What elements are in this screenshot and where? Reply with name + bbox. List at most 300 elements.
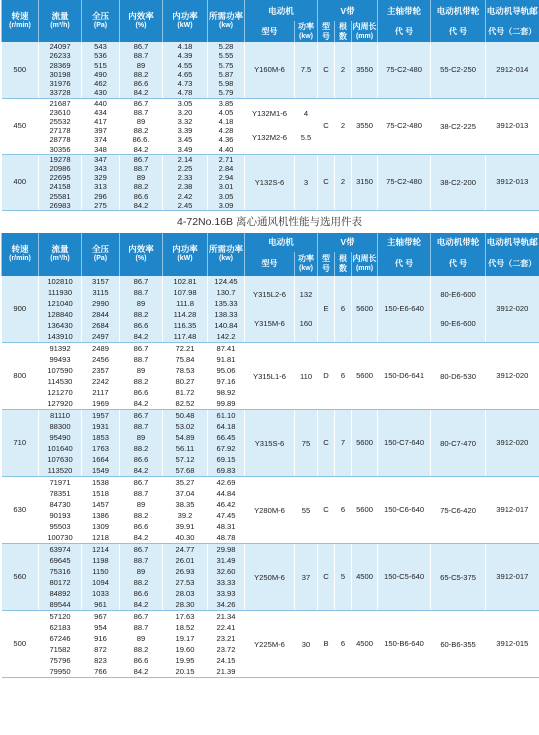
col-pressure: 全压 (Pa) — [82, 233, 120, 276]
spindle-pulley-cell: 150-C7-640 — [378, 410, 431, 477]
inner-power-cell-value: 4.78 — [177, 88, 193, 98]
req-power-cell-value: 5.55 — [218, 51, 234, 61]
pressure-cell-value: 515 — [94, 60, 107, 70]
pressure-cell — [82, 154, 120, 210]
req-power-cell-value: 48.31 — [216, 522, 236, 532]
col-req-power: 所需功率 (kw) — [208, 233, 245, 276]
col-inner-power: 内功率 (kW) — [163, 0, 208, 42]
inner-power-cell-value: 3.05 — [177, 98, 193, 108]
col-belt-type: 型号 — [318, 21, 335, 42]
pressure-cell-value: 275 — [94, 200, 107, 210]
belt-length-cell: 5600 — [352, 276, 378, 343]
inner-power-cell-value: 20.15 — [175, 667, 195, 677]
inner-eff-cell-value: 88.7 — [133, 623, 149, 633]
motor-pulley-cell — [431, 154, 486, 210]
pressure-cell-value: 434 — [94, 107, 107, 117]
flow-cell-value: 20986 — [49, 163, 71, 173]
spindle-pulley-cell: 150-B6-640 — [378, 611, 431, 678]
pressure-cell-value: 1033 — [92, 589, 109, 599]
req-power-cell-value: 67.92 — [216, 444, 236, 454]
flow-cell-value: 22695 — [49, 173, 71, 183]
inner-eff-cell-value: 86.7 — [133, 98, 149, 108]
inner-power-cell-value: 4.73 — [177, 78, 193, 88]
req-power-cell-value: 24.15 — [216, 656, 236, 666]
pressure-cell-value: 2844 — [92, 310, 109, 320]
pressure-cell-value: 1969 — [92, 399, 109, 409]
req-power-cell-value: 5.87 — [218, 69, 234, 79]
inner-power-cell-value: 3.39 — [177, 126, 193, 136]
motor-power-cell-value: 7.5 — [300, 65, 312, 75]
req-power-cell — [208, 611, 245, 678]
speed-group-row — [2, 276, 539, 343]
inner-power-cell-value: 40.30 — [175, 533, 195, 543]
pressure-cell-value: 2357 — [92, 366, 109, 376]
pressure-cell-value: 348 — [94, 144, 107, 154]
belt-type-cell: C — [318, 410, 335, 477]
inner-power-cell-value: 17.63 — [175, 612, 195, 622]
inner-eff-cell-value: 89 — [136, 567, 146, 577]
inner-power-cell-value: 2.14 — [177, 154, 193, 164]
pressure-cell — [82, 276, 120, 343]
req-power-cell — [208, 343, 245, 410]
pressure-cell-value: 2117 — [92, 388, 109, 398]
flow-cell-value: 102810 — [47, 277, 73, 287]
motor-power-cell-value: 3 — [303, 177, 309, 187]
pressure-cell-value: 766 — [94, 667, 107, 677]
flow-cell-value: 114530 — [47, 377, 73, 387]
inner-power-cell-value: 102.81 — [173, 277, 197, 287]
req-power-cell-value: 66.45 — [216, 433, 236, 443]
pressure-cell-value: 296 — [94, 191, 107, 201]
motor-model-cell-value: Y315L1-6 — [253, 371, 286, 381]
inner-eff-cell-value: 86.7 — [133, 612, 149, 622]
inner-eff-cell-value: 88.2 — [133, 182, 149, 192]
motor-power-cell — [295, 611, 318, 678]
col-belt-len: 内周长 (mm) — [352, 21, 378, 42]
flow-cell-value: 71582 — [49, 645, 71, 655]
spindle-pulley-cell: 150-E6-640 — [378, 276, 431, 343]
pressure-cell-value: 823 — [94, 656, 107, 666]
req-power-cell-value: 135.33 — [214, 299, 238, 309]
inner-power-cell-value: 57.68 — [175, 466, 195, 476]
pressure-cell-value: 1957 — [92, 411, 109, 421]
req-power-cell-value: 3.85 — [218, 98, 234, 108]
flow-cell-value: 143910 — [47, 332, 73, 342]
inner-eff-cell-value: 86.6 — [133, 522, 149, 532]
inner-power-cell-value: 26.01 — [175, 556, 195, 566]
rail-code-cell: 3912-020 — [486, 410, 539, 477]
flow-cell-value: 27178 — [49, 126, 71, 136]
pressure-cell-value: 1549 — [92, 466, 109, 476]
flow-cell — [39, 98, 82, 154]
inner-eff-cell — [120, 544, 163, 611]
inner-power-cell-value: 4.65 — [177, 69, 193, 79]
motor-pulley-value: 55-C2-250 — [440, 65, 476, 75]
pressure-cell-value: 1150 — [92, 567, 109, 577]
req-power-cell — [208, 410, 245, 477]
col-pressure: 全压 (Pa) — [82, 0, 120, 42]
belt-type-cell: C — [318, 544, 335, 611]
motor-power-cell-value: 160 — [299, 319, 313, 329]
motor-model-cell-value: Y132S-6 — [254, 177, 285, 187]
flow-cell-value: 99493 — [49, 355, 71, 365]
pressure-cell — [82, 544, 120, 611]
inner-power-cell-value: 2.42 — [177, 191, 193, 201]
rail-code-cell: 3912-020 — [486, 343, 539, 410]
motor-model-cell-value: Y280M-6 — [254, 505, 285, 515]
motor-power-cell — [295, 98, 318, 154]
flow-cell-value: 100730 — [47, 533, 73, 543]
inner-eff-cell-value: 88.7 — [133, 163, 149, 173]
flow-cell-value: 84892 — [49, 589, 71, 599]
col-spindle-code: 代 号 — [378, 252, 431, 276]
req-power-cell-value: 5.98 — [218, 78, 234, 88]
inner-eff-cell-value: 88.2 — [133, 578, 149, 588]
rail-code-cell: 3912-020 — [486, 276, 539, 343]
req-power-cell-value: 5.79 — [218, 88, 234, 98]
req-power-cell-value: 124.45 — [214, 277, 238, 287]
flow-cell-value: 80172 — [49, 578, 71, 588]
rail-code-cell: 3912-013 — [486, 154, 539, 210]
col-speed: 转速 (r/min) — [2, 233, 39, 276]
flow-cell — [39, 343, 82, 410]
flow-cell-value: 71971 — [49, 478, 71, 488]
inner-eff-cell-value: 88.7 — [133, 288, 149, 298]
flow-cell-value: 75796 — [49, 656, 71, 666]
req-power-cell-value: 3.09 — [218, 200, 234, 210]
pressure-cell-value: 347 — [94, 154, 107, 164]
pressure-cell-value: 2489 — [92, 344, 109, 354]
speed-group-row — [2, 544, 539, 611]
belt-type-cell: E — [318, 276, 335, 343]
inner-power-cell-value: 3.45 — [177, 135, 193, 145]
inner-eff-cell-value: 88.2 — [133, 511, 149, 521]
req-power-cell-value: 4.36 — [218, 135, 234, 145]
col-motor: 电动机 — [245, 0, 318, 21]
inner-power-cell-value: 39.91 — [175, 522, 195, 532]
inner-eff-cell-value: 86.6 — [133, 455, 149, 465]
motor-model-cell — [245, 611, 295, 678]
inner-power-cell — [163, 276, 208, 343]
inner-power-cell-value: 35.27 — [175, 478, 195, 488]
col-motor-power: 功率 (kw) — [295, 21, 318, 42]
req-power-cell — [208, 98, 245, 154]
motor-model-cell-value: Y132M1-6 — [251, 109, 288, 119]
inner-eff-cell-value: 86.6 — [133, 78, 149, 88]
inner-eff-cell-value: 89 — [136, 173, 146, 183]
belt-count-cell: 2 — [335, 42, 352, 98]
inner-power-cell-value: 28.03 — [175, 589, 195, 599]
inner-power-cell-value: 114.28 — [173, 310, 197, 320]
pressure-cell — [82, 477, 120, 544]
belt-count-cell: 7 — [335, 410, 352, 477]
inner-power-cell-value: 4.18 — [177, 42, 193, 52]
inner-eff-cell-value: 86.6 — [133, 589, 149, 599]
flow-cell-value: 69645 — [49, 556, 71, 566]
flow-cell-value: 78351 — [49, 489, 71, 499]
inner-power-cell-value: 3.32 — [177, 116, 193, 126]
rail-code-cell: 3912-015 — [486, 611, 539, 678]
inner-eff-cell-value: 88.2 — [133, 377, 149, 387]
col-rail-code: 代号（二套） — [486, 21, 539, 42]
belt-count-cell: 6 — [335, 276, 352, 343]
belt-type-cell: B — [318, 611, 335, 678]
inner-eff-cell-value: 84.2 — [133, 399, 149, 409]
motor-power-cell-value: 37 — [301, 572, 311, 582]
inner-power-cell-value: 82.52 — [175, 399, 195, 409]
motor-power-cell — [295, 276, 318, 343]
inner-eff-cell-value: 88.7 — [133, 422, 149, 432]
req-power-cell — [208, 154, 245, 210]
col-motor-model: 型号 — [245, 252, 295, 276]
speed-group-row — [2, 410, 539, 477]
inner-power-cell-value: 56.11 — [175, 444, 195, 454]
flow-cell-value: 26233 — [49, 51, 71, 61]
req-power-cell-value: 23.72 — [216, 645, 236, 655]
inner-eff-cell-value: 89 — [136, 116, 146, 126]
inner-power-cell-value: 2.38 — [177, 182, 193, 192]
inner-eff-cell-value: 84.2 — [133, 88, 149, 98]
fan-table-upper — [1, 0, 539, 211]
pressure-cell-value: 536 — [94, 51, 107, 61]
motor-model-cell — [245, 98, 295, 154]
col-spindle-code: 代 号 — [378, 21, 431, 42]
rail-code-cell: 3912-017 — [486, 477, 539, 544]
flow-cell — [39, 410, 82, 477]
req-power-cell-value: 61.10 — [216, 411, 236, 421]
flow-cell-value: 21687 — [49, 98, 71, 108]
flow-cell-value: 28369 — [49, 60, 71, 70]
pressure-cell-value: 329 — [94, 173, 107, 183]
req-power-cell-value: 21.34 — [216, 612, 236, 622]
inner-power-cell-value: 111.8 — [176, 299, 194, 309]
pressure-cell-value: 3157 — [92, 277, 109, 287]
flow-cell-value: 75316 — [49, 567, 71, 577]
belt-length-cell: 5600 — [352, 343, 378, 410]
motor-power-cell — [295, 154, 318, 210]
req-power-cell-value: 140.84 — [214, 321, 238, 331]
inner-eff-cell-value: 84.2 — [133, 332, 149, 342]
inner-power-cell-value: 19.60 — [175, 645, 195, 655]
inner-eff-cell-value: 89 — [136, 60, 146, 70]
req-power-cell — [208, 276, 245, 343]
belt-type-cell: C — [318, 42, 335, 98]
col-motor-pulley: 电动机带轮 — [431, 0, 486, 21]
motor-model-cell-value: Y132M2-6 — [251, 133, 288, 143]
pressure-cell-value: 462 — [94, 78, 107, 88]
speed-cell: 900 — [2, 276, 39, 343]
inner-power-cell-value: 80.27 — [175, 377, 195, 387]
req-power-cell-value: 48.78 — [216, 533, 236, 543]
col-vbelt: V带 — [318, 233, 378, 252]
inner-eff-cell-value: 86.6. — [132, 135, 150, 145]
req-power-cell-value: 5.28 — [218, 42, 234, 52]
belt-length-cell: 3150 — [352, 154, 378, 210]
inner-power-cell-value: 4.39 — [177, 51, 193, 61]
col-flow: 流量 (m³/h) — [39, 233, 82, 276]
motor-power-cell — [295, 410, 318, 477]
speed-cell: 800 — [2, 343, 39, 410]
motor-pulley-cell — [431, 42, 486, 98]
motor-power-cell-value: 132 — [299, 290, 313, 300]
belt-length-cell: 3550 — [352, 42, 378, 98]
req-power-cell — [208, 477, 245, 544]
table-caption: 4-72No.16B 离心通风机性能与选用件表 — [177, 215, 362, 228]
inner-eff-cell-value: 88.2 — [133, 126, 149, 136]
motor-pulley-cell — [431, 544, 486, 611]
motor-power-cell — [295, 343, 318, 410]
flow-cell-value: 101640 — [47, 444, 73, 454]
motor-power-cell-value: 30 — [301, 639, 311, 649]
inner-power-cell-value: 38.35 — [175, 500, 195, 510]
inner-power-cell — [163, 544, 208, 611]
col-req-power: 所需功率 (kw) — [208, 0, 245, 42]
flow-cell-value: 89544 — [49, 600, 71, 610]
req-power-cell-value: 2.84 — [218, 163, 234, 173]
pressure-cell-value: 430 — [94, 88, 107, 98]
req-power-cell-value: 98.92 — [216, 388, 236, 398]
flow-cell-value: 23610 — [49, 107, 71, 117]
col-speed: 转速 (r/min) — [2, 0, 39, 42]
inner-eff-cell-value: 86.7 — [133, 277, 149, 287]
inner-power-cell-value: 50.48 — [175, 411, 195, 421]
req-power-cell-value: 4.40 — [218, 144, 234, 154]
inner-eff-cell-value: 86.6 — [133, 191, 149, 201]
motor-model-cell — [245, 544, 295, 611]
inner-eff-cell — [120, 611, 163, 678]
inner-eff-cell-value: 86.7 — [133, 411, 149, 421]
pressure-cell-value: 2497 — [92, 332, 109, 342]
motor-model-cell — [245, 477, 295, 544]
inner-power-cell-value: 57.12 — [175, 455, 195, 465]
motor-pulley-value: 60-B6-355 — [440, 639, 476, 649]
req-power-cell — [208, 544, 245, 611]
col-spindle-pulley: 主轴带轮 — [378, 0, 431, 21]
inner-eff-cell-value: 89 — [136, 433, 146, 443]
pressure-cell-value: 374 — [94, 135, 107, 145]
inner-power-cell-value: 26.93 — [175, 567, 195, 577]
inner-eff-cell-value: 88.7 — [133, 556, 149, 566]
speed-group-row — [2, 154, 539, 210]
inner-eff-cell-value: 89 — [136, 500, 146, 510]
pressure-cell-value: 961 — [94, 600, 107, 610]
req-power-cell-value: 2.71 — [218, 154, 234, 164]
col-spindle-pulley: 主轴带轮 — [378, 233, 431, 252]
belt-type-cell: C — [318, 477, 335, 544]
motor-model-cell-value: Y315L2-6 — [253, 290, 286, 300]
motor-power-cell — [295, 544, 318, 611]
inner-eff-cell-value: 84.2 — [133, 667, 149, 677]
col-motor-pulley-code: 代 号 — [431, 21, 486, 42]
inner-eff-cell-value: 88.2 — [133, 310, 149, 320]
inner-power-cell-value: 81.72 — [175, 388, 195, 398]
inner-power-cell-value: 116.35 — [173, 321, 197, 331]
motor-model-cell — [245, 154, 295, 210]
flow-cell-value: 25581 — [49, 191, 71, 201]
speed-cell: 710 — [2, 410, 39, 477]
req-power-cell-value: 87.41 — [216, 344, 236, 354]
flow-cell-value: 28778 — [49, 135, 71, 145]
inner-eff-cell — [120, 42, 163, 98]
speed-group-row — [2, 477, 539, 544]
inner-power-cell — [163, 410, 208, 477]
motor-model-cell — [245, 343, 295, 410]
inner-eff-cell-value: 86.6 — [133, 321, 149, 331]
inner-eff-cell-value: 86.7 — [133, 154, 149, 164]
col-motor-pulley: 电动机带轮 — [431, 233, 486, 252]
belt-length-cell: 4500 — [352, 611, 378, 678]
motor-model-cell — [245, 42, 295, 98]
belt-count-cell: 2 — [335, 154, 352, 210]
motor-power-cell-value: 110 — [299, 371, 313, 381]
req-power-cell-value: 95.06 — [216, 366, 236, 376]
flow-cell-value: 107590 — [47, 366, 73, 376]
pressure-cell — [82, 42, 120, 98]
flow-cell-value: 57120 — [49, 612, 71, 622]
inner-power-cell-value: 75.84 — [175, 355, 195, 365]
flow-cell-value: 121040 — [47, 299, 73, 309]
inner-eff-cell-value: 84.2 — [133, 600, 149, 610]
pressure-cell-value: 872 — [94, 645, 107, 655]
rail-code-cell: 3912-017 — [486, 544, 539, 611]
flow-cell-value: 91392 — [49, 344, 71, 354]
req-power-cell-value: 130.7 — [216, 288, 236, 298]
motor-pulley-value: 38-C2-225 — [440, 121, 476, 131]
req-power-cell-value: 4.18 — [218, 116, 234, 126]
req-power-cell-value: 97.16 — [216, 377, 236, 387]
req-power-cell-value: 99.89 — [216, 399, 236, 409]
inner-power-cell-value: 19.95 — [175, 656, 195, 666]
inner-eff-cell-value: 89 — [136, 366, 146, 376]
flow-cell-value: 24097 — [49, 42, 71, 52]
pressure-cell-value: 417 — [94, 116, 107, 126]
inner-eff-cell-value: 86.7 — [133, 42, 149, 52]
inner-eff-cell-value: 88.2 — [133, 444, 149, 454]
inner-power-cell — [163, 611, 208, 678]
spindle-pulley-cell: 150-D6-641 — [378, 343, 431, 410]
col-belt-len: 内周长 (mm) — [352, 252, 378, 276]
pressure-cell-value: 1218 — [92, 533, 109, 543]
pressure-cell-value: 1457 — [92, 500, 109, 510]
col-belt-count: 根数 — [335, 21, 352, 42]
motor-model-cell — [245, 276, 295, 343]
inner-eff-cell-value: 86.6 — [133, 388, 149, 398]
inner-eff-cell-value: 84.2 — [133, 466, 149, 476]
rail-code-cell: 2912-014 — [486, 42, 539, 98]
req-power-cell-value: 138.33 — [214, 310, 238, 320]
inner-power-cell-value: 53.02 — [175, 422, 195, 432]
belt-count-cell: 5 — [335, 544, 352, 611]
flow-cell-value: 30356 — [49, 144, 71, 154]
pressure-cell — [82, 611, 120, 678]
speed-cell: 500 — [2, 42, 39, 98]
belt-count-cell: 6 — [335, 343, 352, 410]
pressure-cell-value: 967 — [94, 612, 107, 622]
inner-power-cell-value: 27.53 — [175, 578, 195, 588]
inner-power-cell-value: 2.45 — [177, 200, 193, 210]
col-flow: 流量 (m³/h) — [39, 0, 82, 42]
belt-type-cell: D — [318, 343, 335, 410]
speed-group-row — [2, 42, 539, 98]
inner-power-cell-value: 37.04 — [175, 489, 195, 499]
flow-cell — [39, 42, 82, 98]
req-power-cell-value: 42.69 — [216, 478, 236, 488]
motor-power-cell — [295, 42, 318, 98]
col-inner-eff: 内效率 (%) — [120, 233, 163, 276]
req-power-cell-value: 46.42 — [216, 500, 236, 510]
pressure-cell-value: 1214 — [92, 545, 109, 555]
col-motor: 电动机 — [245, 233, 318, 252]
